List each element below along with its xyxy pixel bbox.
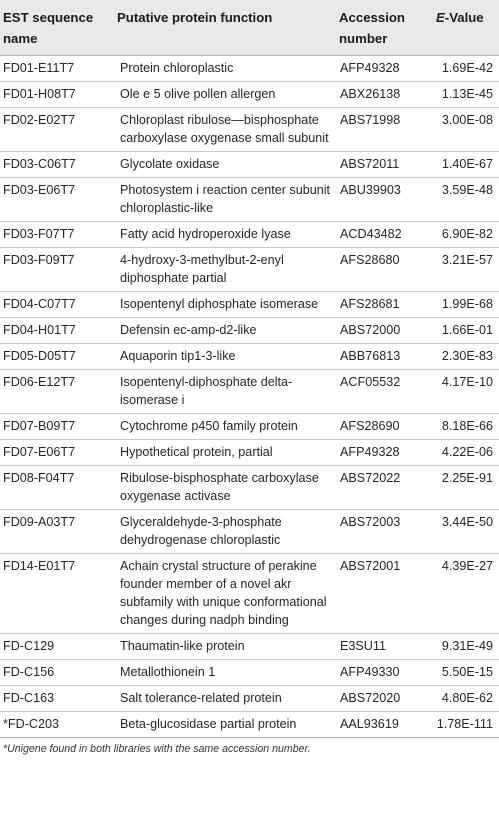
est-sequence-name-cell: FD03-F09T7 bbox=[0, 248, 114, 292]
est-sequence-name-cell: FD04-H01T7 bbox=[0, 318, 114, 344]
protein-function-cell: Salt tolerance-related protein bbox=[114, 686, 336, 712]
table-row bbox=[0, 56, 499, 82]
e-value-cell: 2.25E-91 bbox=[426, 466, 499, 510]
table-row bbox=[0, 152, 499, 178]
e-value-cell: 4.17E-10 bbox=[426, 370, 499, 414]
table-row bbox=[0, 634, 499, 660]
header-putative-protein-function: Putative protein function bbox=[114, 0, 336, 56]
accession-number-cell: AFS28690 bbox=[336, 414, 426, 440]
est-sequence-name-cell: FD04-C07T7 bbox=[0, 292, 114, 318]
est-sequence-name-cell: *FD-C203 bbox=[0, 712, 114, 738]
table-row bbox=[0, 510, 499, 554]
e-value-cell: 3.21E-57 bbox=[426, 248, 499, 292]
accession-number-cell: ABS72022 bbox=[336, 466, 426, 510]
protein-function-cell: Hypothetical protein, partial bbox=[114, 440, 336, 466]
e-value-cell: 2.30E-83 bbox=[426, 344, 499, 370]
est-sequence-name-cell: FD-C163 bbox=[0, 686, 114, 712]
e-value-cell: 6.90E-82 bbox=[426, 222, 499, 248]
table-row bbox=[0, 440, 499, 466]
table-body bbox=[0, 56, 499, 738]
accession-number-cell: ABX26138 bbox=[336, 82, 426, 108]
accession-number-cell: AFP49328 bbox=[336, 440, 426, 466]
est-sequence-name-cell: FD09-A03T7 bbox=[0, 510, 114, 554]
accession-number-cell: ABS72000 bbox=[336, 318, 426, 344]
header-row bbox=[0, 0, 499, 56]
header-est-sequence-name: EST sequence name bbox=[0, 0, 114, 56]
table-row bbox=[0, 370, 499, 414]
protein-function-cell: Ole e 5 olive pollen allergen bbox=[114, 82, 336, 108]
protein-function-cell: Protein chloroplastic bbox=[114, 56, 336, 82]
est-sequence-name-cell: FD-C156 bbox=[0, 660, 114, 686]
table-footnote: *Unigene found in both libraries with the same accession number. bbox=[3, 743, 311, 755]
table-row bbox=[0, 318, 499, 344]
protein-function-cell: Thaumatin-like protein bbox=[114, 634, 336, 660]
protein-function-cell: Fatty acid hydroperoxide lyase bbox=[114, 222, 336, 248]
est-sequence-name-cell: FD01-H08T7 bbox=[0, 82, 114, 108]
table-row bbox=[0, 686, 499, 712]
est-sequence-name-cell: FD05-D05T7 bbox=[0, 344, 114, 370]
est-sequence-name-cell: FD02-E02T7 bbox=[0, 108, 114, 152]
est-sequence-name-cell: FD01-E11T7 bbox=[0, 56, 114, 82]
accession-number-cell: ABU39903 bbox=[336, 178, 426, 222]
table-row bbox=[0, 712, 499, 738]
accession-number-cell: ABS72003 bbox=[336, 510, 426, 554]
accession-number-cell: AFS28681 bbox=[336, 292, 426, 318]
accession-number-cell: AFP49328 bbox=[336, 56, 426, 82]
e-value-cell: 9.31E-49 bbox=[426, 634, 499, 660]
table-header bbox=[0, 0, 499, 56]
table-row bbox=[0, 178, 499, 222]
e-value-cell: 1.13E-45 bbox=[426, 82, 499, 108]
e-value-cell: 1.66E-01 bbox=[426, 318, 499, 344]
e-value-cell: 1.99E-68 bbox=[426, 292, 499, 318]
table-row bbox=[0, 344, 499, 370]
header-accession-number: Accession number bbox=[336, 0, 426, 56]
protein-function-cell: Cytochrome p450 family protein bbox=[114, 414, 336, 440]
accession-number-cell: ABB76813 bbox=[336, 344, 426, 370]
table-row bbox=[0, 108, 499, 152]
protein-function-cell: Isopentenyl diphosphate isomerase bbox=[114, 292, 336, 318]
est-sequence-name-cell: FD03-F07T7 bbox=[0, 222, 114, 248]
accession-number-cell: AAL93619 bbox=[336, 712, 426, 738]
est-sequence-name-cell: FD03-C06T7 bbox=[0, 152, 114, 178]
accession-number-cell: AFS28680 bbox=[336, 248, 426, 292]
protein-function-cell: Glycolate oxidase bbox=[114, 152, 336, 178]
protein-function-cell: Achain crystal structure of perakine founder member of a novel akr subfamily with unique conformational changes during nadph binding bbox=[114, 554, 336, 634]
protein-function-cell: Defensin ec-amp-d2-like bbox=[114, 318, 336, 344]
protein-function-cell: Ribulose-bisphosphate carboxylase oxygenase activase bbox=[114, 466, 336, 510]
protein-function-cell: Chloroplast ribulose—bisphosphate carboxylase oxygenase small subunit bbox=[114, 108, 336, 152]
est-sequence-name-cell: FD07-B09T7 bbox=[0, 414, 114, 440]
header-e-value-suffix: -Value bbox=[444, 10, 484, 25]
accession-number-cell: E3SU11 bbox=[336, 634, 426, 660]
e-value-cell: 1.40E-67 bbox=[426, 152, 499, 178]
e-value-cell: 3.44E-50 bbox=[426, 510, 499, 554]
accession-number-cell: AFP49330 bbox=[336, 660, 426, 686]
protein-function-cell: Beta-glucosidase partial protein bbox=[114, 712, 336, 738]
e-value-cell: 1.69E-42 bbox=[426, 56, 499, 82]
est-sequence-name-cell: FD07-E06T7 bbox=[0, 440, 114, 466]
table-row bbox=[0, 414, 499, 440]
table-row bbox=[0, 292, 499, 318]
e-value-cell: 4.80E-62 bbox=[426, 686, 499, 712]
est-sequence-name-cell: FD03-E06T7 bbox=[0, 178, 114, 222]
protein-function-cell: Metallothionein 1 bbox=[114, 660, 336, 686]
table-row bbox=[0, 248, 499, 292]
est-sequence-name-cell: FD-C129 bbox=[0, 634, 114, 660]
accession-number-cell: ABS71998 bbox=[336, 108, 426, 152]
accession-number-cell: ABS72001 bbox=[336, 554, 426, 634]
table-row bbox=[0, 82, 499, 108]
protein-function-cell: Isopentenyl-diphosphate delta-isomerase i bbox=[114, 370, 336, 414]
e-value-cell: 4.39E-27 bbox=[426, 554, 499, 634]
accession-number-cell: ABS72020 bbox=[336, 686, 426, 712]
header-e-value bbox=[426, 0, 499, 56]
accession-number-cell: ABS72011 bbox=[336, 152, 426, 178]
protein-function-cell: Photosystem i reaction center subunit chloroplastic-like bbox=[114, 178, 336, 222]
accession-number-cell: ACF05532 bbox=[336, 370, 426, 414]
e-value-cell: 1.78E-111 bbox=[426, 712, 499, 738]
protein-function-cell: Glyceraldehyde-3-phosphate dehydrogenase chloroplastic bbox=[114, 510, 336, 554]
est-sequence-name-cell: FD08-F04T7 bbox=[0, 466, 114, 510]
protein-function-cell: Aquaporin tip1-3-like bbox=[114, 344, 336, 370]
e-value-cell: 3.59E-48 bbox=[426, 178, 499, 222]
table-row bbox=[0, 222, 499, 248]
e-value-cell: 8.18E-66 bbox=[426, 414, 499, 440]
table-row bbox=[0, 466, 499, 510]
est-sequence-name-cell: FD06-E12T7 bbox=[0, 370, 114, 414]
header-e-value-italic: E bbox=[436, 10, 445, 25]
protein-function-cell: 4-hydroxy-3-methylbut-2-enyl diphosphate partial bbox=[114, 248, 336, 292]
e-value-cell: 5.50E-15 bbox=[426, 660, 499, 686]
e-value-cell: 4.22E-06 bbox=[426, 440, 499, 466]
est-sequence-name-cell: FD14-E01T7 bbox=[0, 554, 114, 634]
table-row bbox=[0, 554, 499, 634]
e-value-cell: 3.00E-08 bbox=[426, 108, 499, 152]
table-row bbox=[0, 660, 499, 686]
accession-number-cell: ACD43482 bbox=[336, 222, 426, 248]
